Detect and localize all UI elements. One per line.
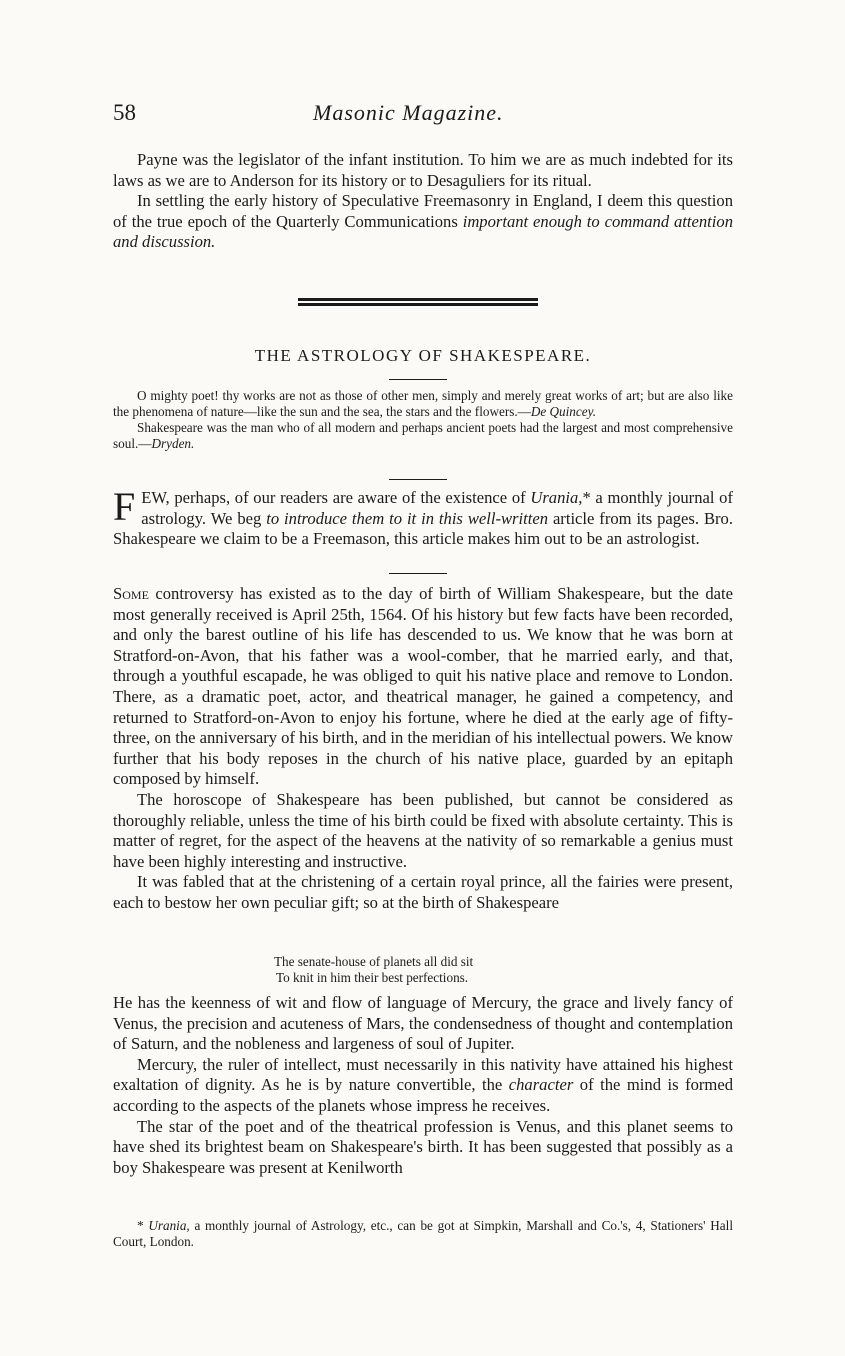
- epigraph: [113, 388, 733, 452]
- epigraph-quote: O mighty poet! thy works are not as those of other men, simply and merely great works of art; but are also like the phenomena of nature—like the sun and the sea, the stars and the flowers.—De Quincey.: [113, 388, 733, 419]
- epigraph-author: Dryden.: [151, 436, 195, 451]
- title-rule: [389, 379, 447, 380]
- paragraph: It was fabled that at the christening of a certain royal prince, all the fairies were present, each to bestow her own peculiar gift; so at the birth of Shakespeare: [113, 872, 733, 912]
- verse-line: The senate-house of planets all did sit: [274, 954, 474, 969]
- verse-line: To knit in him their best perfections.: [276, 970, 469, 985]
- article-body: [113, 584, 733, 914]
- epigraph-rule: [389, 479, 447, 480]
- paragraph: Payne was the legislator of the infant institution. To him we are as much indebted for its laws as we are to Anderson for its history or to Desaguliers for its ritual.: [113, 150, 733, 190]
- article-title: THE ASTROLOGY OF SHAKESPEARE.: [254, 346, 592, 365]
- paragraph: Some controversy has existed as to the day of birth of William Shakespeare, but the date most generally received is April 25th, 1564. Of his history but few facts have been recorded, and only the barest outline of his life has descended to us. We know that he was born at Stratford-on-Avon, that his father was a wool-comber, that he married early, and that, through a youthful escapade, he was obliged to quit his native place and remove to London. There, as a dramatic poet, actor, and theatrical manager, he gained a competency, and returned to Stratford-on-Avon to enjoy his fortune, where he died at the early age of fifty-three, on the anniversary of his birth, and in the meridian of his intellectual powers. We know further that his body reposes in the church of his native place, guarded by an epitaph composed by himself.: [113, 584, 733, 789]
- intro-rule: [389, 573, 447, 574]
- verse-quote: [274, 954, 473, 986]
- running-title: Masonic Magazine.: [313, 100, 504, 125]
- paragraph: [113, 191, 733, 253]
- drop-cap: F: [113, 484, 136, 529]
- page-header: [113, 100, 733, 130]
- paragraph-italic: important enough to command attention and discussion.: [113, 211, 733, 252]
- footnote: * Urania, a monthly journal of Astrology, etc., can be got at Simpkin, Marshall and Co.'s, 4, Stationers' Hall Court, London.: [113, 1218, 733, 1249]
- paragraph: The star of the poet and of the theatrical profession is Venus, and this planet seems to have shed its brightest beam on Shakespeare's birth. It has been suggested that possibly as a boy Shakespeare was present at Kenilworth: [113, 1116, 733, 1177]
- paragraph: He has the keenness of wit and flow of language of Mercury, the grace and lively fancy of Venus, the precision and acuteness of Mars, the condensedness of thought and contemplation of Saturn, and the nobleness and largeness of soul of Jupiter.: [113, 993, 733, 1054]
- epigraph-author: De Quincey.: [530, 404, 597, 419]
- article-body-continued: [113, 993, 733, 1178]
- paragraph-text: In settling the early history of Speculative Freemasonry in England, I deem this question of the true epoch of the Quarterly Communications: [113, 191, 733, 231]
- paragraph: The horoscope of Shakespeare has been published, but cannot be considered as thoroughly reliable, unless the time of his birth could be fixed with absolute certainty. This is matter of regret, for the aspect of the heavens at the nativity of so remarkable a genius must have been highly interesting and instructive.: [113, 789, 733, 871]
- page-number: 58: [113, 100, 136, 125]
- section-divider: [298, 298, 538, 308]
- paragraph: Mercury, the ruler of intellect, must necessarily in this nativity have attained his highest exaltation of dignity. As he is by nature convertible, the character of the mind is formed according to the aspects of the planets whose impress he receives.: [113, 1054, 733, 1115]
- epigraph-quote: Shakespeare was the man who of all modern and perhaps ancient poets had the largest and most comprehensive soul.—Dryden.: [113, 420, 733, 451]
- previous-article-ending: [113, 150, 733, 253]
- editorial-intro: FEW, perhaps, of our readers are aware of the existence of Urania,* a monthly journal of astrology. We beg to introduce them to it in this well-written article from its pages. Bro. Shakespeare we claim to be a Freemason, this article makes him out to be an astrologist.: [113, 484, 733, 549]
